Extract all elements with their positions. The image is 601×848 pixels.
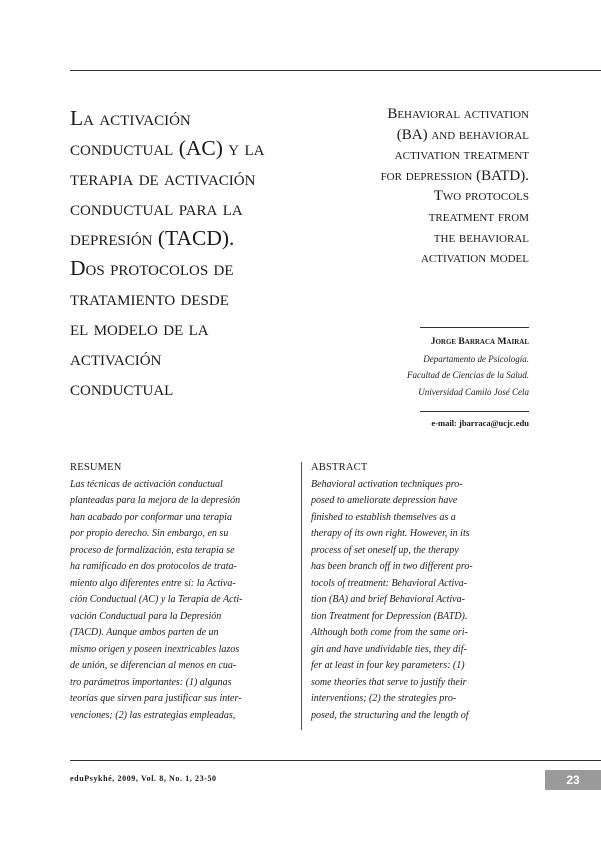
author-email[interactable]: e-mail: jbarraca@ucjc.edu (431, 418, 529, 428)
title-en-line: Two protocols (433, 188, 529, 205)
title-es-line: tratamiento desde (70, 286, 229, 310)
abstract-line: finished to establish themselves as a (311, 511, 456, 523)
resumen-column (70, 460, 290, 724)
author-department: Departamento de Psicología. (423, 353, 529, 364)
resumen-line: ha ramificado en dos protocolos de trata- (70, 561, 237, 572)
abstract-line: tion Treatment for Depression (BATD). (311, 610, 468, 622)
resumen-line: proceso de formalización, esta terapia se (70, 544, 235, 556)
abstract-line: posed, the structuring and the length of (311, 709, 469, 721)
column-divider (301, 462, 302, 730)
abstract-line: tion (BA) and brief Behavioral Activa- (311, 594, 465, 605)
abstract-line: has been branch off in two different pro- (311, 561, 473, 572)
resumen-line: han acabado por conformar una terapia (70, 511, 232, 523)
author-name: Jorge Barraca Mairal (430, 337, 529, 347)
resumen-line: planteadas para la mejora de la depresión (70, 495, 241, 506)
resumen-line: de unión, se diferencian al menos en cua- (70, 660, 237, 671)
title-es-line: terapia de activación (70, 166, 256, 190)
abstract-line: interventions; (2) the strategies pro- (311, 693, 457, 704)
resumen-line: ción Conductual (AC) y la Terapia de Acti- (70, 594, 243, 605)
title-es-line: activación (70, 346, 162, 370)
title-en-line: the behavioral (433, 229, 529, 246)
resumen-line: Las técnicas de activación conductual (70, 478, 223, 490)
author-faculty: Facultad de Ciencias de la Salud. (407, 370, 529, 380)
abstract-line: posed to ameliorate depression have (311, 495, 458, 506)
top-rule (70, 70, 601, 71)
title-en-line: for depression (BATD). (380, 167, 529, 184)
title-en-line: activation model (420, 250, 529, 267)
footer-rule (70, 760, 601, 761)
title-es-line: depresión (TACD). (70, 226, 235, 250)
resumen-heading: RESUMEN (70, 462, 122, 473)
abstract-line: some theories that serve to justify their (311, 676, 467, 688)
resumen-line: vación Conductual para la Depresión (70, 610, 222, 622)
abstract-heading: ABSTRACT (311, 462, 368, 473)
footer-journal-citation: eduPsykhé, 2009, Vol. 8, No. 1, 23-50 (70, 774, 217, 783)
title-english (332, 104, 529, 269)
author-top-rule (420, 327, 529, 328)
abstract-line: Behavioral activation techniques pro- (311, 478, 463, 490)
title-en-line: treatment from (428, 208, 529, 225)
title-es-line: conductual para la (70, 196, 243, 220)
resumen-line: (TACD). Aunque ambos parten de un (70, 627, 219, 638)
resumen-line: teorías que sirven para justificar sus inter- (70, 693, 242, 704)
author-block (330, 334, 529, 400)
resumen-line: mismo origen y poseen inextricables lazos (70, 643, 240, 655)
abstract-line: Although both come from the same ori- (311, 627, 468, 638)
title-en-line: activation treatment (394, 147, 529, 164)
resumen-line: miento algo diferentes entre sí: la Activa- (70, 577, 236, 589)
abstract-column (311, 460, 529, 724)
title-es-line: conductual (70, 376, 174, 400)
title-es-line: conductual (AC) y la (70, 136, 265, 160)
email-top-rule (420, 411, 529, 412)
abstract-line: gin and have undividable ties, they dif- (311, 643, 467, 655)
page-number-badge: 23 (545, 770, 601, 790)
title-en-line: Behavioral activation (387, 106, 529, 122)
author-university: Universidad Camilo José Cela (418, 386, 529, 397)
resumen-line: venciones; (2) las estrategias empleadas, (70, 709, 236, 721)
resumen-line: por propio derecho. Sin embargo, en su (70, 528, 229, 539)
title-es-line: el modelo de la (70, 316, 209, 340)
abstract-line: tocols of treatment: Behavioral Activa- (311, 577, 468, 589)
title-es-line: Dos protocolos de (70, 256, 234, 280)
resumen-line: tro parámetros importantes: (1) algunas (70, 676, 232, 688)
title-spanish (70, 103, 332, 403)
title-es-line: La activación (70, 106, 191, 130)
abstract-line: therapy of its own right. However, in its (311, 528, 470, 539)
title-en-line: (BA) and behavioral (396, 126, 529, 143)
abstract-line: fer at least in four key parameters: (1) (311, 660, 465, 671)
abstract-line: process of set oneself up, the therapy (311, 544, 459, 556)
